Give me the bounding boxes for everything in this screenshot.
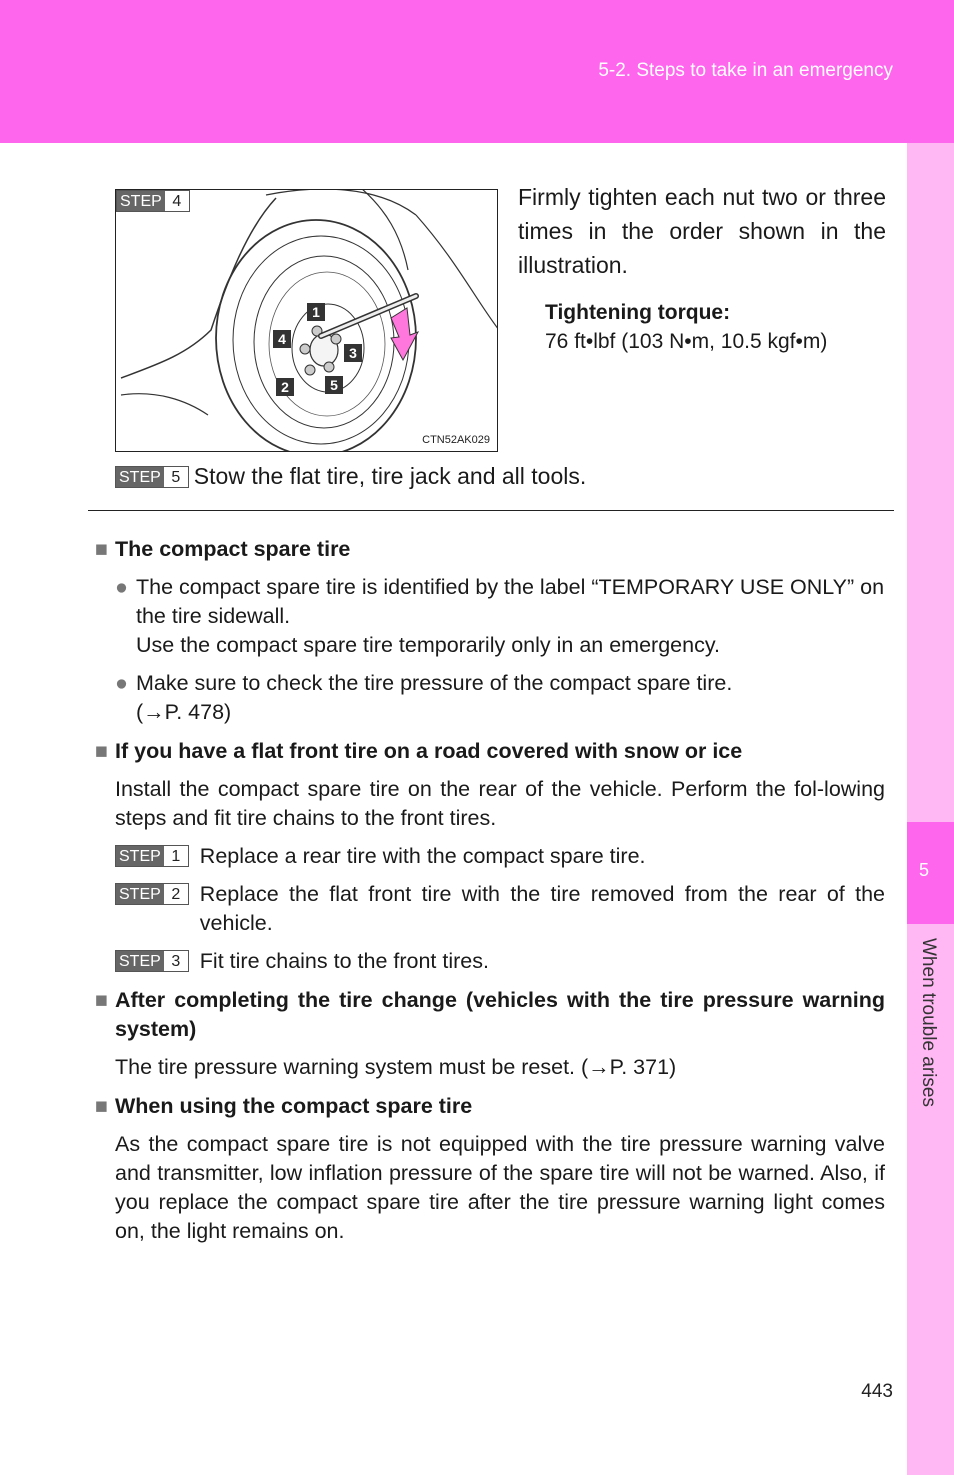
step-5 [115,463,586,490]
chapter-tab [907,822,954,924]
step-badge-number: 4 [172,193,182,210]
step-text: Replace the flat front tire with the tire removed from the rear of the vehicle. [199,882,885,935]
paragraph: The tire pressure warning system must be reset. (→P. 371) [115,1055,677,1079]
step-badge-label: STEP [117,191,165,211]
torque-label: Tightening torque: [545,301,731,324]
step-badge-label: STEP [116,467,164,487]
step-4-badge [116,190,190,212]
chapter-number: 5 [918,860,929,880]
section-title: 5-2. Steps to take in an emergency [598,60,893,81]
heading-using-compact-spare: When using the compact spare tire [115,1094,473,1118]
bullet-text: The compact spare tire is identified by the label “TEMPORARY USE ONLY” on the tire sidewall. [136,575,885,628]
page-header [0,0,954,143]
torque-value: 76 ft•lbf (103 N•m, 10.5 kgf•m) [545,330,828,353]
wheel-drawing [116,190,498,452]
bullet-text: Make sure to check the tire pressure of the compact spare tire. [136,671,733,695]
nut-label-5: 5 [330,377,338,393]
step-badge-number: 2 [171,886,181,903]
step-badge-number: 1 [171,848,181,865]
circle-bullet-icon: ● [115,575,128,599]
sub-step-2 [115,880,885,938]
square-bullet-icon: ■ [95,537,108,561]
step-5-badge [115,466,189,488]
step-4-text: Firmly tighten each nut two or three times in the order shown in the illustration. [518,184,886,278]
list-item [115,573,885,660]
side-thumb-strip [907,143,954,1475]
square-bullet-icon: ■ [95,988,108,1012]
square-bullet-icon: ■ [95,1094,108,1118]
tire-illustration [115,189,498,452]
step-1-badge [115,845,189,867]
nut-label-4: 4 [278,331,286,347]
section-heading [95,737,885,766]
step-badge-number: 3 [171,953,181,970]
notes-section [95,535,885,1246]
nut-label-3: 3 [349,345,357,361]
square-bullet-icon: ■ [95,739,108,763]
step-badge-label: STEP [116,951,164,971]
chapter-title: When trouble arises [918,938,939,1107]
figure-code: CTN52AK029 [422,434,490,446]
heading-after-tire-change: After completing the tire change (vehicles with the tire pressure warning system) [115,988,885,1041]
step-3-badge [115,950,189,972]
heading-flat-front-tire: If you have a flat front tire on a road covered with snow or ice [115,739,743,763]
section-heading [95,986,885,1044]
bullet-text-2: Use the compact spare tire temporarily only in an emergency. [136,633,720,657]
step-2-badge [115,883,189,905]
sub-step-3 [115,947,885,976]
page-number: 443 [861,1381,893,1402]
section-heading [95,1092,885,1121]
tightening-torque [545,298,827,356]
step-badge-number: 5 [171,468,181,486]
sub-step-1 [115,842,885,871]
section-divider [88,510,894,511]
page-reference: (→P. 478) [136,700,232,724]
section-heading [95,535,885,564]
paragraph: As the compact spare tire is not equipped with the tire pressure warning valve and transmitter, low inflation pressure of the spare tire will not be warned. Also, if you replace the compact spare tire after the tire pressure warning light comes on, the light remains on. [115,1132,885,1243]
step-badge-label: STEP [116,846,164,866]
step-text: Replace a rear tire with the compact spare tire. [199,844,646,868]
nut-label-1: 1 [312,304,320,320]
step-text: Fit tire chains to the front tires. [199,949,489,973]
paragraph: Install the compact spare tire on the rear of the vehicle. Perform the fol-lowing steps and fit tire chains to the front tires. [115,777,885,830]
step-5-text: Stow the flat tire, tire jack and all tools. [193,463,587,489]
nut-label-2: 2 [281,379,289,395]
step-badge-label: STEP [116,884,164,904]
list-item [115,669,885,727]
circle-bullet-icon: ● [115,671,128,695]
heading-compact-spare: The compact spare tire [115,537,351,561]
